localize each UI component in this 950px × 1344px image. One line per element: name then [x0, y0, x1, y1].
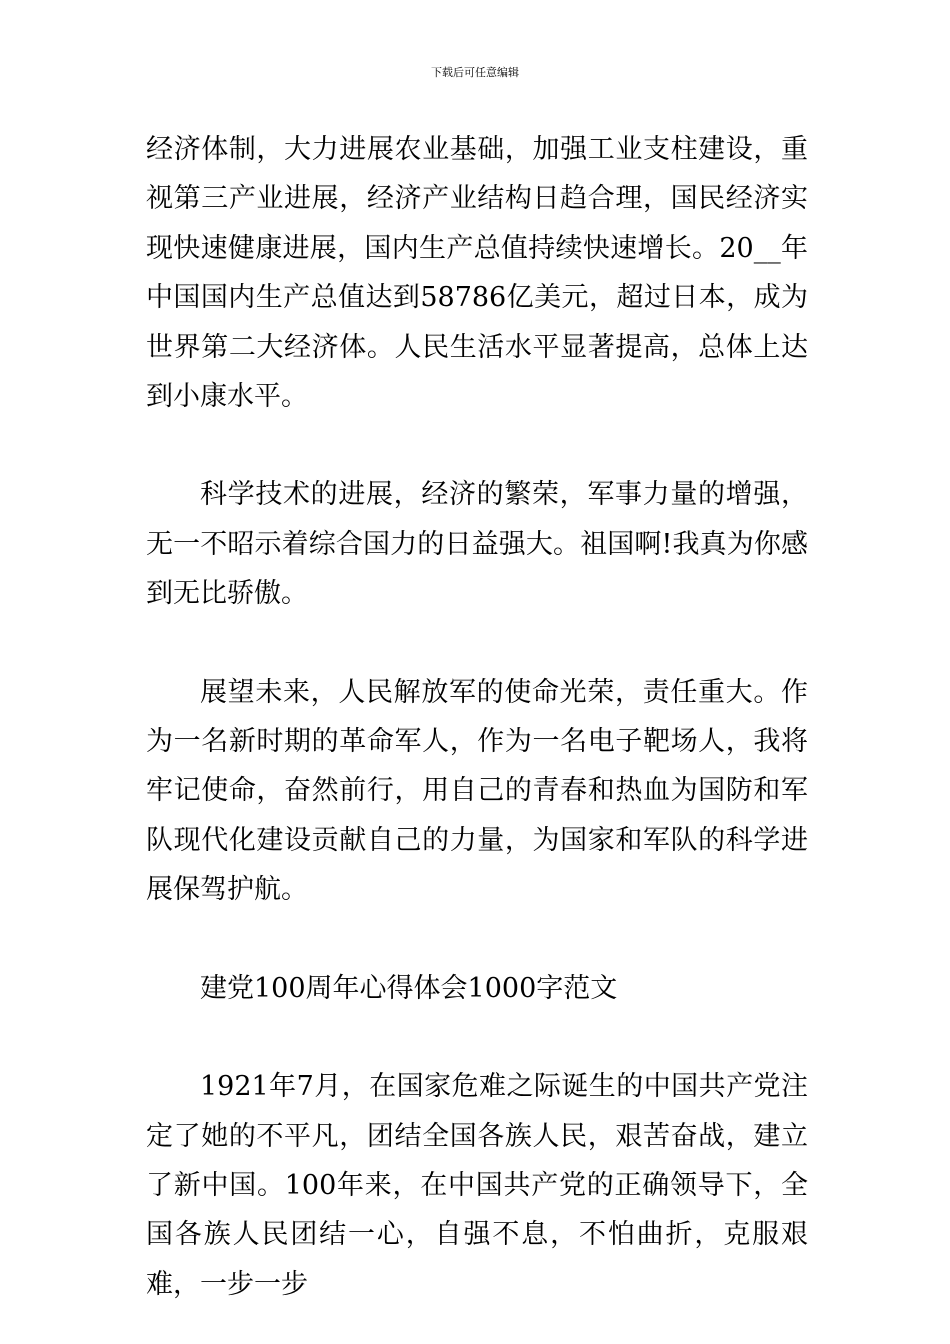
- paragraph-gap: [146, 915, 808, 964]
- page-header: 下载后可任意编辑: [431, 66, 519, 79]
- paragraph-pride: 科学技术的进展，经济的繁荣，军事力量的增强，无一不昭示着综合国力的日益强大。祖国啊!我真为你感到无比骄傲。: [146, 479, 808, 610]
- section-title: 建党100周年心得体会1000字范文: [200, 972, 618, 1004]
- paragraph-gap: [146, 421, 808, 470]
- paragraph-economy: 经济体制，大力进展农业基础，加强工业支柱建设，重视第三产业进展，经济产业结构日趋合理，国民经济实现快速健康进展，国内生产总值持续快速增长。20__年中国国内生产总值达到58786亿美元，超过日本，成为世界第二大经济体。人民生活水平显著提高，总体上达到小康水平。: [146, 134, 808, 413]
- paragraph-gap: [146, 1013, 808, 1062]
- document-body: [146, 125, 808, 1309]
- paragraph-history: 1921年7月，在国家危难之际诞生的中国共产党注定了她的不平凡，团结全国各族人民，艰苦奋战，建立了新中国。100年来，在中国共产党的正确领导下，全国各族人民团结一心，自强不息，不怕曲折，克服艰难，一步一步: [146, 1071, 808, 1300]
- paragraph-future: 展望未来，人民解放军的使命光荣，责任重大。作为一名新时期的革命军人，作为一名电子靶场人，我将牢记使命，奋然前行，用自己的青春和热血为国防和军队现代化建设贡献自己的力量，为国家和军队的科学进展保驾护航。: [146, 676, 808, 906]
- paragraph-gap: [146, 619, 808, 668]
